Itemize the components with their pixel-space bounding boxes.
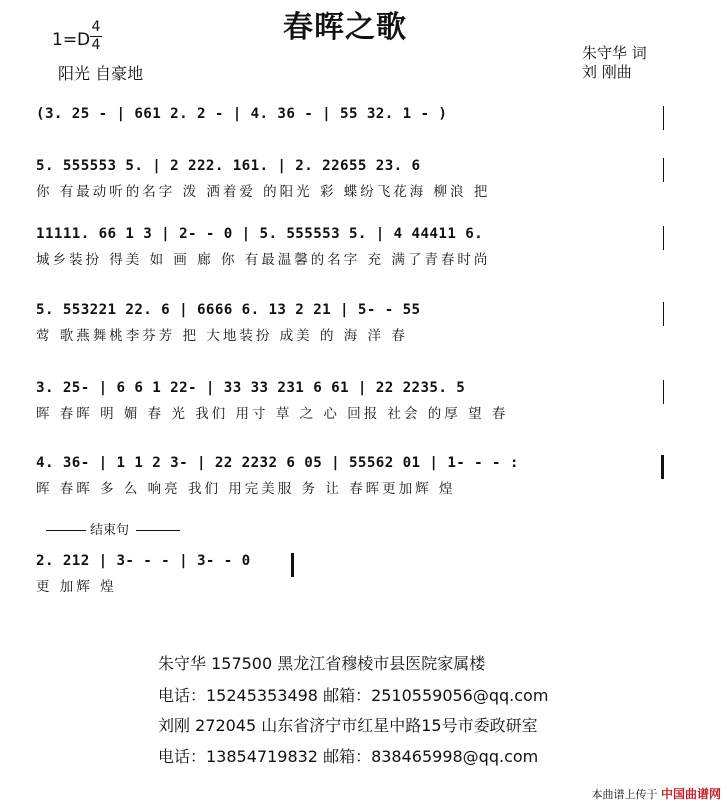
notes: 4. 36- | 1 1 2 3- | 22 2232 6 05 | 55562 01 | 1- - - : bbox=[36, 455, 519, 471]
score-line-3 bbox=[36, 226, 664, 268]
ending-bracket-right bbox=[136, 530, 180, 531]
footer bbox=[591, 785, 721, 802]
notes: 11111. 66 1 3 | 2- - 0 | 5. 555553 5. | 4 44411 6. bbox=[36, 226, 484, 242]
song-title: 春晖之歌 bbox=[283, 10, 407, 45]
score-line-2 bbox=[36, 158, 664, 200]
contact-line-2: 电话：15245353498 邮箱：2510559056@qq.com bbox=[158, 686, 549, 705]
lyrics: 莺 歌燕舞桃李芬芳 把 大地装扮 成美 的 海 洋 春 bbox=[36, 328, 408, 344]
lyrics: 晖 春晖 明 媚 春 光 我们 用寸 草 之 心 回报 社会 的厚 望 春 bbox=[36, 406, 509, 422]
notes: 5. 555553 5. | 2 222. 161. | 2. 22655 23. 6 bbox=[36, 158, 421, 174]
notes: 2. 212 | 3- - - | 3- - 0 bbox=[36, 553, 251, 569]
time-signature bbox=[90, 20, 102, 53]
score-line-5 bbox=[36, 380, 664, 422]
time-sig-top: 4 bbox=[91, 19, 101, 35]
score-line-4 bbox=[36, 302, 664, 344]
site-brand[interactable]: 中国曲谱网 bbox=[660, 787, 721, 801]
lyrics: 你 有最动听的名字 泼 洒着爱 的阳光 彩 蝶纷飞花海 柳浪 把 bbox=[36, 184, 491, 200]
score-line-6 bbox=[36, 455, 664, 497]
lyrics: 更 加辉 煌 bbox=[36, 579, 117, 595]
notes: 3. 25- | 6 6 1 22- | 33 33 231 6 61 | 22 2235. 5 bbox=[36, 380, 466, 396]
key-signature: 1=D bbox=[52, 30, 91, 50]
contact-line-4: 电话：13854719832 邮箱：838465998@qq.com bbox=[158, 747, 539, 766]
lyrics: 晖 春晖 多 么 响亮 我们 用完美服 务 让 春晖更加辉 煌 bbox=[36, 481, 456, 497]
lyricist-credit: 朱守华 词 bbox=[582, 44, 647, 62]
score-line-7 bbox=[36, 553, 294, 595]
contact-line-3: 刘刚 272045 山东省济宁市红星中路15号市委政研室 bbox=[158, 716, 538, 735]
lyrics: 城乡装扮 得美 如 画 廊 你 有最温馨的名字 充 满了青春时尚 bbox=[36, 252, 491, 268]
composer-credit: 刘 刚曲 bbox=[582, 63, 632, 81]
ending-bracket-left bbox=[46, 530, 86, 531]
notes: (3. 25 - | 661 2. 2 - | 4. 36 - | 55 32. 1 - ) bbox=[36, 106, 448, 122]
ending-label: 结束句 bbox=[90, 523, 130, 538]
contact-line-1: 朱守华 157500 黑龙江省穆棱市县医院家属楼 bbox=[158, 654, 486, 673]
time-sig-bottom: 4 bbox=[91, 37, 101, 53]
tempo-mood: 阳光 自豪地 bbox=[58, 64, 144, 83]
notes: 5. 553221 22. 6 | 6666 6. 13 2 21 | 5- - 55 bbox=[36, 302, 421, 318]
score-line-1 bbox=[36, 106, 664, 128]
footer-prefix: 本曲谱上传于 bbox=[591, 788, 658, 801]
